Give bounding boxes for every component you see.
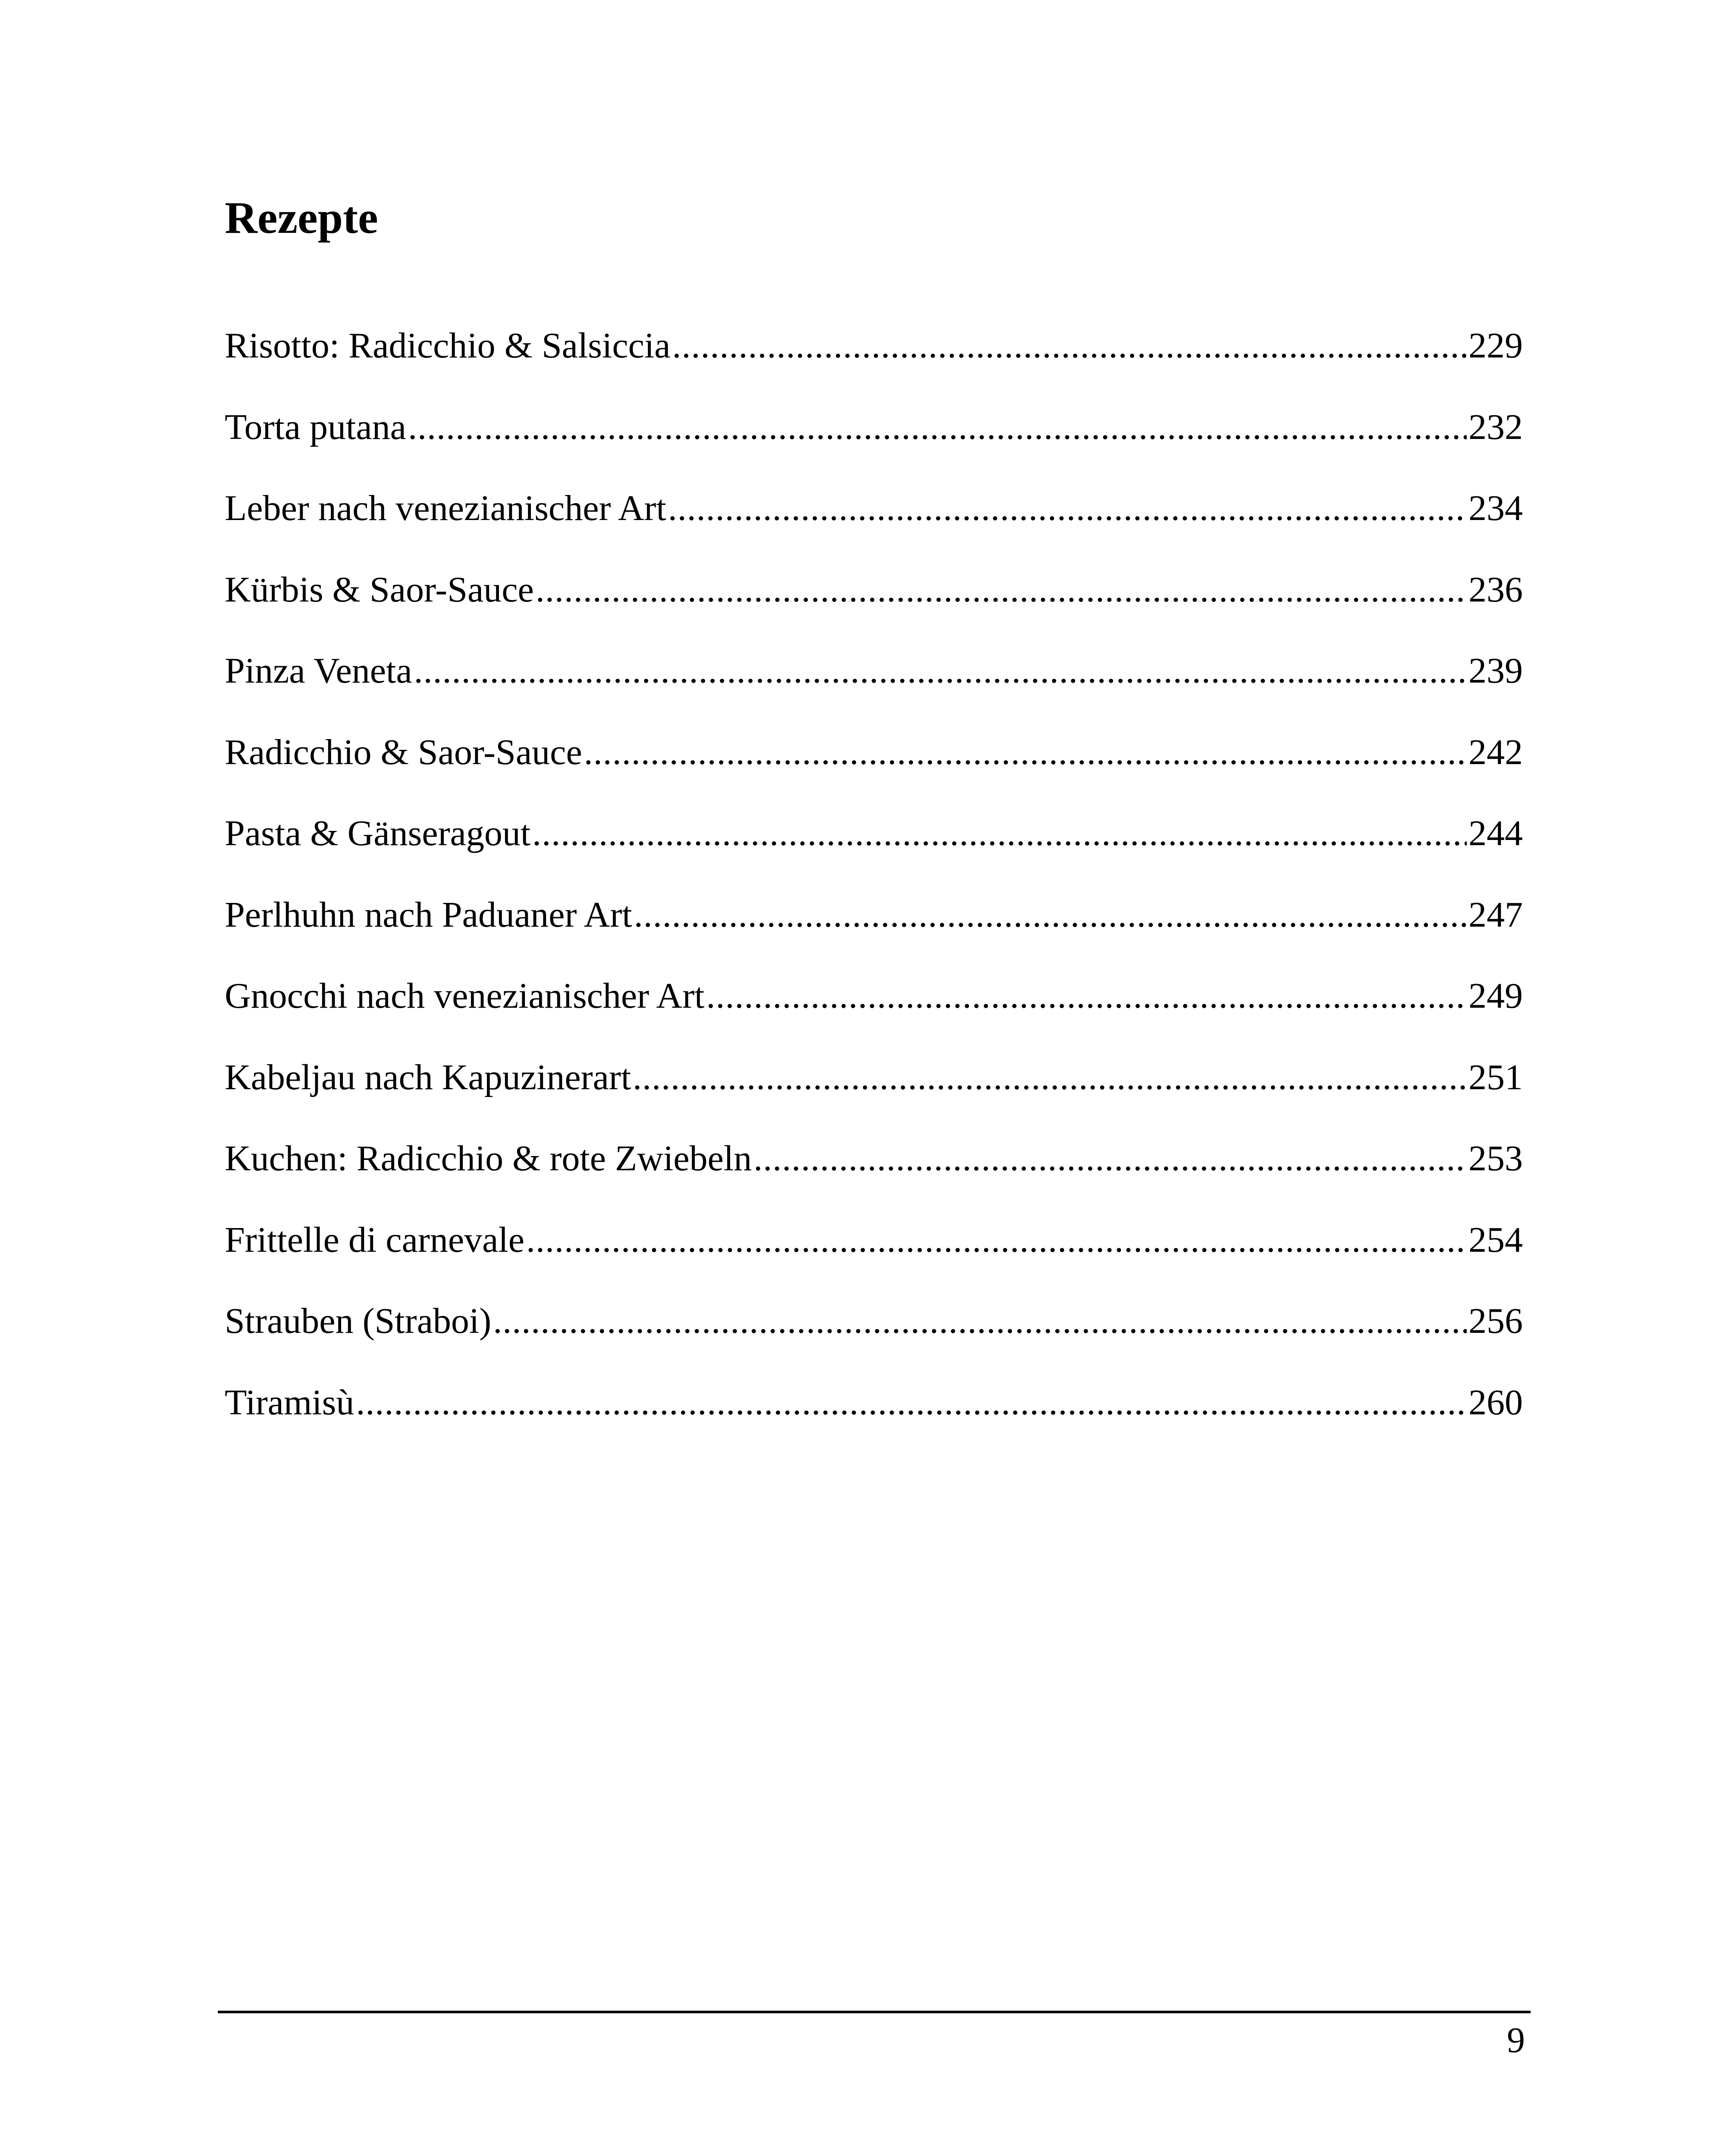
toc-entry-title: Strauben (Straboi) (225, 1301, 492, 1341)
page-number: 9 (1507, 2020, 1525, 2060)
toc-entry-title: Torta putana (225, 407, 406, 447)
toc-entry-page: 256 (1468, 1301, 1523, 1341)
toc-entry[interactable] (225, 1138, 1523, 1222)
toc-leader-dots (584, 734, 1467, 771)
toc-entry[interactable] (225, 1382, 1523, 1466)
toc-entry-title: Leber nach venezianischer Art (225, 488, 666, 528)
toc-leader-dots (414, 653, 1467, 689)
toc-leader-dots (634, 897, 1467, 933)
toc-entry-title: Pinza Veneta (225, 651, 412, 691)
toc-entry-page: 234 (1468, 488, 1523, 528)
toc-entry[interactable] (225, 328, 1523, 409)
toc-entry-page: 229 (1468, 326, 1523, 366)
toc-entry-title: Kuchen: Radicchio & rote Zwiebeln (225, 1138, 752, 1178)
toc-entry[interactable] (225, 734, 1523, 816)
toc-leader-dots (668, 490, 1467, 526)
toc-entry-page: 254 (1468, 1219, 1523, 1260)
toc-entry[interactable] (225, 490, 1523, 572)
toc-leader-dots (532, 815, 1467, 852)
toc-leader-dots (356, 1385, 1467, 1421)
page-title: Rezepte (225, 192, 378, 243)
toc-leader-dots (408, 409, 1467, 445)
toc-leader-dots (536, 572, 1467, 608)
toc-entry[interactable] (225, 409, 1523, 491)
footer-divider (218, 2011, 1531, 2013)
toc-entry-title: Frittelle di carnevale (225, 1219, 525, 1260)
toc-leader-dots (753, 1141, 1467, 1177)
toc-entry-page: 236 (1468, 569, 1523, 610)
toc-entry-page: 251 (1468, 1057, 1523, 1097)
toc-entry-page: 239 (1468, 651, 1523, 691)
toc-entry-page: 249 (1468, 976, 1523, 1016)
toc-entry[interactable] (225, 1219, 1523, 1304)
toc-leader-dots (633, 1059, 1467, 1096)
toc-leader-dots (493, 1303, 1467, 1339)
toc-entry[interactable] (225, 815, 1523, 897)
toc-entry[interactable] (225, 978, 1523, 1059)
toc-entry[interactable] (225, 1059, 1523, 1141)
toc-entry-title: Perlhuhn nach Paduaner Art (225, 894, 632, 935)
toc-entry-title: Tiramisù (225, 1382, 355, 1423)
toc-entry-title: Kürbis & Saor-Sauce (225, 569, 534, 610)
toc-entry-title: Pasta & Gänseragout (225, 813, 531, 853)
toc-entry-page: 242 (1468, 732, 1523, 772)
toc-entry-title: Gnocchi nach venezianischer Art (225, 976, 705, 1016)
toc-entry-title: Kabeljau nach Kapuzinerart (225, 1057, 631, 1097)
toc-entry-title: Risotto: Radicchio & Salsiccia (225, 326, 671, 366)
toc-entry-page: 260 (1468, 1382, 1523, 1423)
toc-entry[interactable] (225, 1303, 1523, 1385)
toc-entry[interactable] (225, 894, 1523, 978)
toc-entry-title: Radicchio & Saor-Sauce (225, 732, 582, 772)
toc-leader-dots (672, 328, 1467, 364)
toc-entry-page: 232 (1468, 407, 1523, 447)
toc-entry-page: 253 (1468, 1138, 1523, 1178)
table-of-contents (225, 328, 1523, 1466)
toc-entry-page: 247 (1468, 894, 1523, 935)
toc-entry[interactable] (225, 569, 1523, 653)
toc-leader-dots (706, 978, 1467, 1014)
toc-entry-page: 244 (1468, 813, 1523, 853)
toc-leader-dots (526, 1222, 1467, 1258)
toc-entry[interactable] (225, 653, 1523, 734)
